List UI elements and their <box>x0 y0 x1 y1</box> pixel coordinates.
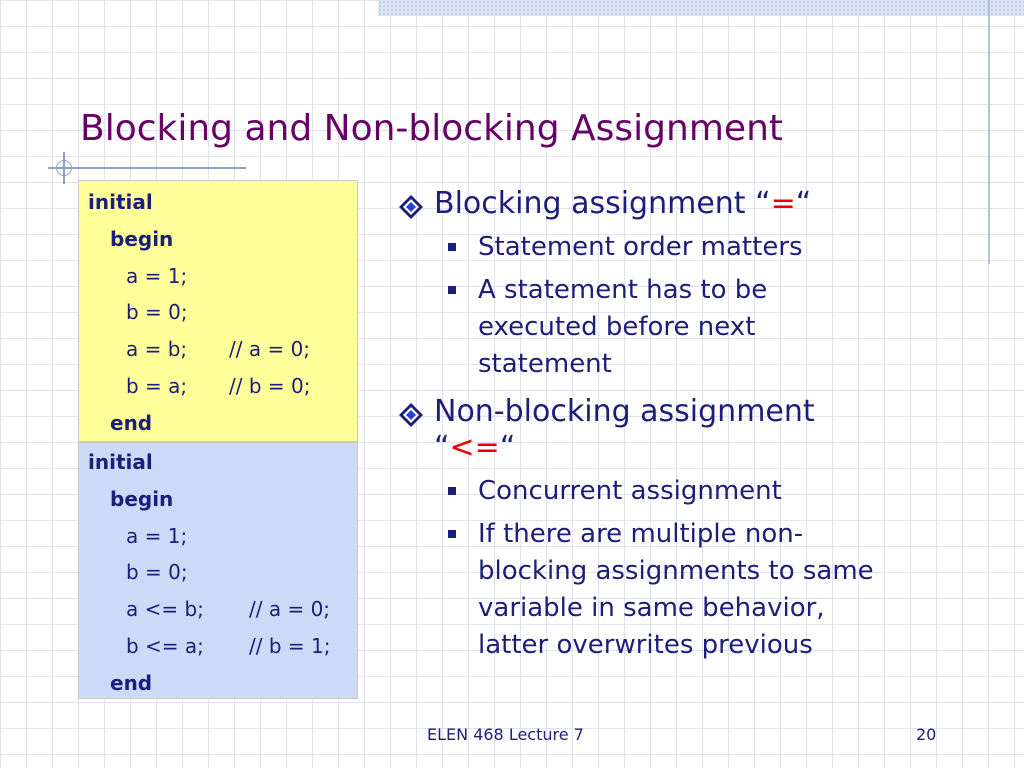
code-statement: b = a; <box>126 373 188 398</box>
code-comment: // a = 0; <box>249 597 331 622</box>
operator-text: = <box>770 186 796 221</box>
code-line <box>79 373 357 410</box>
code-line: begin <box>110 486 174 511</box>
code-statement: a = b; <box>126 337 188 362</box>
code-line <box>79 633 357 670</box>
code-comment: // b = 0; <box>229 373 311 398</box>
square-bullet-icon <box>448 243 456 251</box>
code-line: a = 1; <box>126 523 188 548</box>
title-underline <box>48 167 246 169</box>
sub-bullet-text: A statement has to be <box>478 275 768 305</box>
sub-bullet-multiple-nonblocking <box>396 516 958 664</box>
code-statement: b <= a; <box>126 633 204 658</box>
code-comment: // b = 1; <box>249 633 331 658</box>
sub-bullet-statement-executed <box>396 272 958 383</box>
sub-bullet-text: If there are multiple non- <box>478 519 804 549</box>
code-statement: a <= b; <box>126 597 204 622</box>
crosshair-circle-icon <box>56 160 72 176</box>
code-line: initial <box>88 450 153 474</box>
slide-title: Blocking and Non-blocking Assignment <box>80 108 784 149</box>
sub-bullet-text: executed before next <box>478 312 756 342</box>
bullet-text: Non-blocking assignment <box>434 394 815 429</box>
footer-lecture-label: ELEN 468 Lecture 7 <box>427 725 584 744</box>
sub-bullet-text: Concurrent assignment <box>478 476 782 506</box>
code-line: end <box>110 670 153 695</box>
sub-bullet-concurrent <box>396 473 958 510</box>
code-line: b = 0; <box>126 560 188 585</box>
page-number: 20 <box>916 725 937 744</box>
right-decorative-line <box>988 0 990 264</box>
square-bullet-icon <box>448 286 456 294</box>
square-bullet-icon <box>448 530 456 538</box>
blocking-code-box <box>78 180 358 442</box>
bullet-text: “ <box>434 430 450 465</box>
diamond-bullet-icon <box>398 194 424 220</box>
code-line: a = 1; <box>126 263 188 288</box>
sub-bullet-text: latter overwrites previous <box>478 630 813 660</box>
square-bullet-icon <box>448 487 456 495</box>
sub-bullet-text: blocking assignments to same <box>478 556 874 586</box>
code-line: initial <box>88 190 153 214</box>
code-line: end <box>110 410 153 435</box>
code-comment: // a = 0; <box>229 337 311 362</box>
bullet-text: “ <box>499 430 516 465</box>
bullet-nonblocking-assignment <box>396 394 956 466</box>
code-line <box>79 596 357 633</box>
sub-bullet-text: variable in same behavior, <box>478 593 825 623</box>
top-decorative-band <box>378 0 1024 16</box>
sub-bullet-statement-order <box>396 229 958 266</box>
sub-bullet-text: Statement order matters <box>478 232 803 262</box>
operator-text: <= <box>449 430 500 465</box>
code-line: b = 0; <box>126 300 188 325</box>
bullet-text-line <box>434 430 956 466</box>
bullet-blocking-assignment <box>396 186 956 222</box>
nonblocking-code-box <box>78 442 358 699</box>
sub-bullet-text: statement <box>478 349 612 379</box>
diamond-bullet-icon <box>398 402 424 428</box>
bullet-text: Blocking assignment “ <box>434 186 771 221</box>
bullet-list <box>396 186 956 664</box>
code-line: begin <box>110 226 174 251</box>
code-line <box>79 336 357 373</box>
bullet-text: “ <box>795 186 812 221</box>
